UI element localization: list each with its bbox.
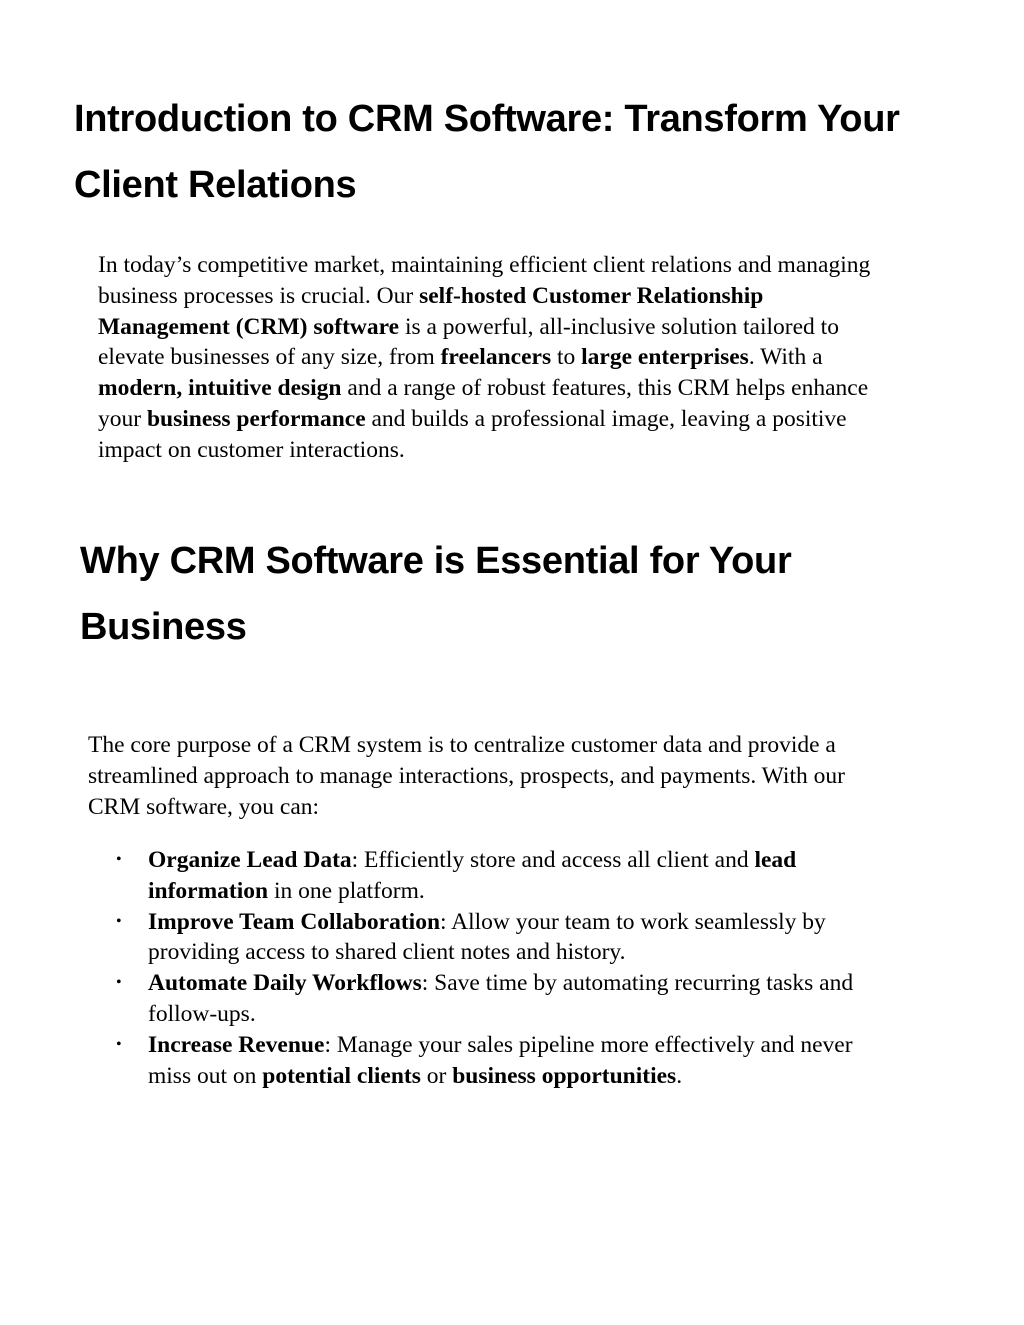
list-item: [116, 907, 856, 969]
heading-why-crm: Why CRM Software is Essential for Your Business: [80, 540, 792, 648]
intro-text-5: and a range of robust features, this CRM helps enhance your: [98, 375, 869, 432]
list-item-text: : Manage your sales pipeline more effectively and never miss out on: [148, 1031, 853, 1089]
list-item-text: : Allow your team to work seamlessly by providing access to shared client notes and history.: [148, 908, 826, 966]
intro-bold-2: freelancers: [440, 344, 552, 371]
bullet-icon: •: [116, 1035, 122, 1053]
intro-text-3: to: [551, 344, 582, 371]
list-item-bold: lead information: [148, 847, 797, 904]
list-item-title: Increase Revenue: [148, 1031, 325, 1058]
bullet-icon: •: [116, 851, 122, 868]
bullet-icon: •: [116, 912, 122, 930]
list-item-bold: potential clients: [262, 1062, 421, 1089]
intro-text-6: and builds a professional image, leaving a positive impact on customer interactions.: [98, 405, 847, 463]
list-item-title: Automate Daily Workflows: [148, 970, 422, 997]
intro-text-2: is a powerful, all-inclusive solution tailored to elevate businesses of any size, from: [98, 313, 839, 371]
list-item-bold: business opportunities: [452, 1062, 677, 1089]
heading-introduction: Introduction to CRM Software: Transform Your Client Relations: [74, 98, 900, 206]
bullet-icon: •: [116, 974, 122, 992]
list-item-text: : Efficiently store and access all client and: [351, 847, 755, 873]
list-item: [116, 1030, 856, 1092]
list-item: [116, 845, 856, 907]
list-item-text: .: [676, 1062, 683, 1089]
intro-bold-4: modern, intuitive design: [98, 375, 342, 402]
list-item: [116, 968, 856, 1030]
list-item-text: in one platform.: [268, 877, 425, 904]
benefits-list: [116, 845, 856, 1091]
intro-bold-3: large enterprises: [581, 344, 749, 371]
list-item-title: Organize Lead Data: [148, 847, 352, 873]
intro-paragraph: [98, 250, 878, 466]
list-item-title: Improve Team Collaboration: [148, 908, 441, 935]
list-item-text: or: [420, 1062, 453, 1089]
list-item-text: : Save time by automating recurring tasks and follow-ups.: [148, 970, 854, 1027]
core-purpose-paragraph: The core purpose of a CRM system is to centralize customer data and provide a streamlined approach to manage interactions, prospects, and payments. With our CRM software, you can:: [88, 732, 845, 820]
intro-text-1: In today’s competitive market, maintaining efficient client relations and managing business processes is crucial. Our: [98, 252, 871, 309]
intro-bold-5: business performance: [146, 405, 366, 432]
intro-text-4: . With a: [748, 344, 823, 371]
intro-bold-1: self-hosted Customer Relationship Management (CRM) software: [98, 282, 764, 340]
